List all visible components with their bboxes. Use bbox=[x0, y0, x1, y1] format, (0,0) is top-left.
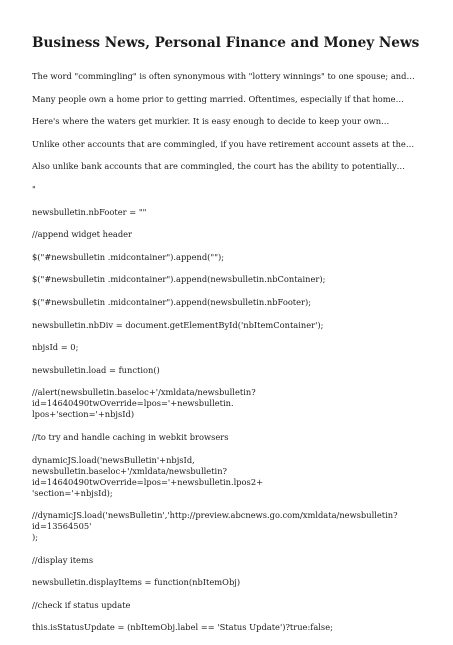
document-page bbox=[32, 34, 427, 645]
code-line: $("#newsbulletin .midcontainer").append(""); bbox=[32, 251, 225, 262]
code-line: newsbulletin.displayItems = function(nbItemObj) bbox=[32, 577, 241, 588]
code-comment: //dynamicJS.load('newsBulletin','http://preview.abcnews.go.com/xmldata/newsbulletin?id=13564505' ); bbox=[32, 510, 398, 543]
code-line: newsbulletin.nbFooter = "" bbox=[32, 206, 147, 217]
code-comment: //alert(newsbulletin.baseloc+'/xmldata/newsbulletin?id=14640490twOverride=lpos='+newsbulletin. lpos+'section='+nbjsId) bbox=[32, 387, 256, 420]
paragraph: Many people own a home prior to getting married. Oftentimes, especially if that home… bbox=[32, 93, 404, 104]
paragraph: Here's where the waters get murkier. It is easy enough to decide to keep your own… bbox=[32, 116, 390, 127]
document-body bbox=[32, 71, 427, 633]
code-line: $("#newsbulletin .midcontainer").append(newsbulletin.nbFooter); bbox=[32, 296, 312, 307]
code-comment: //to try and handle caching in webkit browsers bbox=[32, 431, 229, 442]
code-line: nbjsId = 0; bbox=[32, 342, 79, 353]
paragraph: The word "commingling" is often synonymous with "lottery winnings" to one spouse; and… bbox=[32, 71, 415, 81]
code-line: newsbulletin.nbDiv = document.getElementById('nbItemContainer'); bbox=[32, 319, 324, 330]
code-line: dynamicJS.load('newsBulletin'+nbjsId, newsbulletin.baseloc+'/xmldata/newsbulletin?id=14640490twOverride=lpos='+newsbulletin.lpos2+ 'section='+nbjsId); bbox=[32, 454, 264, 498]
code-line: $("#newsbulletin .midcontainer").append(newsbulletin.nbContainer); bbox=[32, 274, 326, 285]
code-line: newsbulletin.load = function() bbox=[32, 364, 160, 375]
page-title: Business News, Personal Finance and Money News bbox=[32, 35, 420, 51]
code-line: this.isStatusUpdate = (nbItemObj.label == 'Status Update')?true:false; bbox=[32, 622, 333, 633]
code-comment: //append widget header bbox=[32, 229, 133, 240]
code-comment: //display items bbox=[32, 554, 94, 565]
code-comment: //check if status update bbox=[32, 599, 131, 610]
paragraph: Also unlike bank accounts that are commingled, the court has the ability to potentially… bbox=[32, 161, 405, 172]
paragraph: " bbox=[32, 183, 36, 194]
paragraph: Unlike other accounts that are commingled, if you have retirement account assets at the… bbox=[32, 138, 415, 149]
